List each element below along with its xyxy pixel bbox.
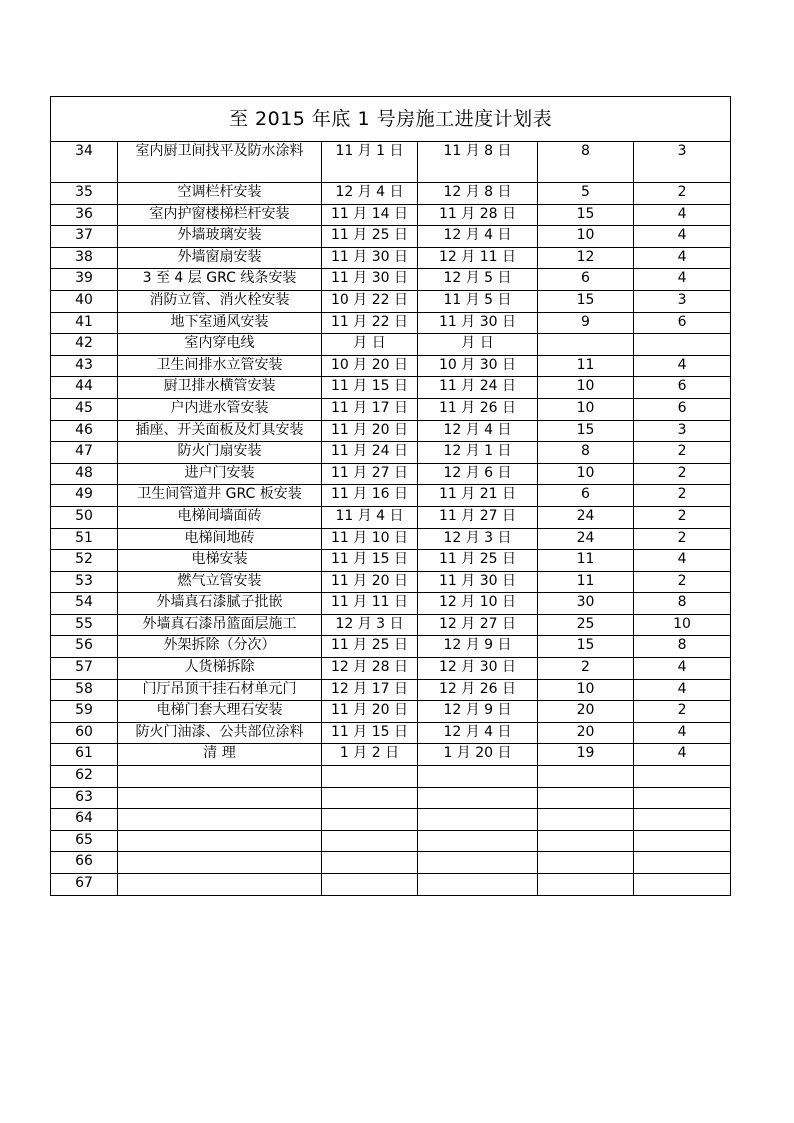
start-date-cell: 11 月 24 日 <box>322 442 418 464</box>
workers-cell: 10 <box>634 614 731 636</box>
start-date-cell: 10 月 22 日 <box>322 290 418 312</box>
row-number-cell: 60 <box>51 722 118 744</box>
duration-days-cell: 19 <box>538 744 634 766</box>
duration-days-cell: 8 <box>538 442 634 464</box>
task-name-cell: 室内厨卫间找平及防水涂料 <box>118 142 322 183</box>
table-row <box>51 852 731 874</box>
workers-cell <box>634 809 731 831</box>
task-name-cell: 电梯间地砖 <box>118 528 322 550</box>
start-date-cell: 11 月 16 日 <box>322 485 418 507</box>
duration-days-cell: 24 <box>538 528 634 550</box>
duration-days-cell <box>538 874 634 896</box>
workers-cell: 6 <box>634 312 731 334</box>
task-name-cell <box>118 787 322 809</box>
workers-cell: 3 <box>634 142 731 183</box>
task-name-cell: 空调栏杆安装 <box>118 183 322 205</box>
end-date-cell: 12 月 6 日 <box>418 463 538 485</box>
task-name-cell: 卫生间管道井 GRC 板安装 <box>118 485 322 507</box>
end-date-cell: 12 月 4 日 <box>418 226 538 248</box>
duration-days-cell: 15 <box>538 420 634 442</box>
task-name-cell: 地下室通风安装 <box>118 312 322 334</box>
duration-days-cell <box>538 809 634 831</box>
task-name-cell: 电梯安装 <box>118 550 322 572</box>
workers-cell: 2 <box>634 463 731 485</box>
title-row <box>51 97 731 142</box>
end-date-cell: 12 月 30 日 <box>418 658 538 680</box>
start-date-cell: 12 月 4 日 <box>322 183 418 205</box>
task-name-cell <box>118 830 322 852</box>
workers-cell: 4 <box>634 722 731 744</box>
duration-days-cell: 15 <box>538 636 634 658</box>
row-number-cell: 64 <box>51 809 118 831</box>
end-date-cell <box>418 852 538 874</box>
end-date-cell: 12 月 8 日 <box>418 183 538 205</box>
start-date-cell: 12 月 17 日 <box>322 679 418 701</box>
workers-cell: 4 <box>634 658 731 680</box>
end-date-cell: 12 月 11 日 <box>418 247 538 269</box>
end-date-cell: 月 日 <box>418 334 538 356</box>
start-date-cell: 11 月 1 日 <box>322 142 418 183</box>
end-date-cell: 12 月 1 日 <box>418 442 538 464</box>
workers-cell: 3 <box>634 290 731 312</box>
workers-cell <box>634 787 731 809</box>
workers-cell <box>634 766 731 788</box>
table-row <box>51 355 731 377</box>
row-number-cell: 37 <box>51 226 118 248</box>
task-name-cell: 清 理 <box>118 744 322 766</box>
duration-days-cell: 12 <box>538 247 634 269</box>
task-name-cell <box>118 809 322 831</box>
table-row <box>51 506 731 528</box>
workers-cell: 2 <box>634 571 731 593</box>
start-date-cell <box>322 766 418 788</box>
row-number-cell: 59 <box>51 701 118 723</box>
row-number-cell: 47 <box>51 442 118 464</box>
task-name-cell: 室内护窗楼梯栏杆安装 <box>118 204 322 226</box>
task-name-cell: 进户门安装 <box>118 463 322 485</box>
duration-days-cell: 15 <box>538 204 634 226</box>
end-date-cell: 11 月 21 日 <box>418 485 538 507</box>
table-row <box>51 744 731 766</box>
end-date-cell: 11 月 30 日 <box>418 571 538 593</box>
task-name-cell: 室内穿电线 <box>118 334 322 356</box>
start-date-cell: 11 月 15 日 <box>322 722 418 744</box>
workers-cell: 2 <box>634 506 731 528</box>
table-title: 至 2015 年底 1 号房施工进度计划表 <box>51 97 731 142</box>
duration-days-cell: 5 <box>538 183 634 205</box>
table-row <box>51 334 731 356</box>
duration-days-cell: 9 <box>538 312 634 334</box>
row-number-cell: 67 <box>51 874 118 896</box>
end-date-cell: 11 月 26 日 <box>418 398 538 420</box>
task-name-cell: 电梯门套大理石安装 <box>118 701 322 723</box>
table-row <box>51 183 731 205</box>
start-date-cell <box>322 809 418 831</box>
schedule-table <box>50 96 731 896</box>
row-number-cell: 66 <box>51 852 118 874</box>
start-date-cell: 11 月 25 日 <box>322 636 418 658</box>
start-date-cell: 11 月 11 日 <box>322 593 418 615</box>
row-number-cell: 42 <box>51 334 118 356</box>
workers-cell: 2 <box>634 701 731 723</box>
start-date-cell: 月 日 <box>322 334 418 356</box>
end-date-cell: 12 月 5 日 <box>418 269 538 291</box>
table-row <box>51 830 731 852</box>
duration-days-cell: 25 <box>538 614 634 636</box>
table-row <box>51 398 731 420</box>
duration-days-cell: 11 <box>538 355 634 377</box>
duration-days-cell <box>538 787 634 809</box>
end-date-cell: 11 月 24 日 <box>418 377 538 399</box>
table-row <box>51 290 731 312</box>
row-number-cell: 44 <box>51 377 118 399</box>
workers-cell: 4 <box>634 679 731 701</box>
table-row <box>51 636 731 658</box>
start-date-cell <box>322 852 418 874</box>
workers-cell: 8 <box>634 636 731 658</box>
end-date-cell: 11 月 27 日 <box>418 506 538 528</box>
task-name-cell: 3 至 4 层 GRC 线条安装 <box>118 269 322 291</box>
table-row <box>51 377 731 399</box>
table-row <box>51 571 731 593</box>
row-number-cell: 39 <box>51 269 118 291</box>
end-date-cell: 11 月 25 日 <box>418 550 538 572</box>
task-name-cell: 外墙真石漆腻子批嵌 <box>118 593 322 615</box>
row-number-cell: 45 <box>51 398 118 420</box>
duration-days-cell <box>538 334 634 356</box>
task-name-cell <box>118 766 322 788</box>
row-number-cell: 46 <box>51 420 118 442</box>
duration-days-cell <box>538 830 634 852</box>
end-date-cell: 11 月 30 日 <box>418 312 538 334</box>
table-row <box>51 550 731 572</box>
start-date-cell: 11 月 4 日 <box>322 506 418 528</box>
end-date-cell <box>418 766 538 788</box>
task-name-cell: 电梯间墙面砖 <box>118 506 322 528</box>
row-number-cell: 49 <box>51 485 118 507</box>
row-number-cell: 35 <box>51 183 118 205</box>
workers-cell: 3 <box>634 420 731 442</box>
workers-cell <box>634 334 731 356</box>
workers-cell: 4 <box>634 744 731 766</box>
start-date-cell: 10 月 20 日 <box>322 355 418 377</box>
start-date-cell: 11 月 30 日 <box>322 269 418 291</box>
duration-days-cell: 6 <box>538 485 634 507</box>
start-date-cell: 11 月 20 日 <box>322 701 418 723</box>
table-row <box>51 679 731 701</box>
workers-cell: 4 <box>634 269 731 291</box>
row-number-cell: 48 <box>51 463 118 485</box>
workers-cell <box>634 830 731 852</box>
duration-days-cell: 10 <box>538 398 634 420</box>
row-number-cell: 55 <box>51 614 118 636</box>
start-date-cell: 11 月 15 日 <box>322 550 418 572</box>
end-date-cell: 12 月 10 日 <box>418 593 538 615</box>
end-date-cell: 10 月 30 日 <box>418 355 538 377</box>
task-name-cell: 户内进水管安装 <box>118 398 322 420</box>
table-row <box>51 658 731 680</box>
workers-cell: 4 <box>634 226 731 248</box>
task-name-cell: 燃气立管安装 <box>118 571 322 593</box>
task-name-cell: 厨卫排水横管安装 <box>118 377 322 399</box>
task-name-cell: 外墙玻璃安装 <box>118 226 322 248</box>
row-number-cell: 65 <box>51 830 118 852</box>
row-number-cell: 51 <box>51 528 118 550</box>
end-date-cell <box>418 787 538 809</box>
duration-days-cell <box>538 852 634 874</box>
end-date-cell: 12 月 3 日 <box>418 528 538 550</box>
start-date-cell: 11 月 15 日 <box>322 377 418 399</box>
start-date-cell: 11 月 17 日 <box>322 398 418 420</box>
row-number-cell: 52 <box>51 550 118 572</box>
table-row <box>51 787 731 809</box>
table-row <box>51 722 731 744</box>
table-row <box>51 463 731 485</box>
row-number-cell: 57 <box>51 658 118 680</box>
start-date-cell <box>322 787 418 809</box>
table-row <box>51 312 731 334</box>
end-date-cell <box>418 830 538 852</box>
end-date-cell <box>418 874 538 896</box>
workers-cell: 6 <box>634 398 731 420</box>
table-row <box>51 485 731 507</box>
duration-days-cell: 30 <box>538 593 634 615</box>
end-date-cell: 12 月 4 日 <box>418 722 538 744</box>
start-date-cell: 12 月 28 日 <box>322 658 418 680</box>
start-date-cell: 11 月 30 日 <box>322 247 418 269</box>
duration-days-cell: 8 <box>538 142 634 183</box>
end-date-cell: 12 月 26 日 <box>418 679 538 701</box>
start-date-cell: 11 月 25 日 <box>322 226 418 248</box>
workers-cell: 2 <box>634 528 731 550</box>
end-date-cell <box>418 809 538 831</box>
table-row <box>51 766 731 788</box>
end-date-cell: 1 月 20 日 <box>418 744 538 766</box>
table-row <box>51 420 731 442</box>
task-name-cell: 防火门扇安装 <box>118 442 322 464</box>
table-row <box>51 204 731 226</box>
table-row <box>51 226 731 248</box>
task-name-cell: 消防立管、消火栓安装 <box>118 290 322 312</box>
start-date-cell: 11 月 20 日 <box>322 420 418 442</box>
start-date-cell: 11 月 14 日 <box>322 204 418 226</box>
row-number-cell: 62 <box>51 766 118 788</box>
start-date-cell: 1 月 2 日 <box>322 744 418 766</box>
workers-cell: 4 <box>634 355 731 377</box>
task-name-cell: 外墙真石漆吊篮面层施工 <box>118 614 322 636</box>
start-date-cell: 11 月 27 日 <box>322 463 418 485</box>
end-date-cell: 11 月 8 日 <box>418 142 538 183</box>
table-row <box>51 442 731 464</box>
table-row <box>51 809 731 831</box>
task-name-cell: 卫生间排水立管安装 <box>118 355 322 377</box>
table-row <box>51 593 731 615</box>
task-name-cell: 人货梯拆除 <box>118 658 322 680</box>
workers-cell: 6 <box>634 377 731 399</box>
start-date-cell: 11 月 10 日 <box>322 528 418 550</box>
workers-cell: 8 <box>634 593 731 615</box>
table-row <box>51 142 731 183</box>
task-name-cell: 门厅吊顶干挂石材单元门 <box>118 679 322 701</box>
end-date-cell: 12 月 9 日 <box>418 636 538 658</box>
table-row <box>51 701 731 723</box>
row-number-cell: 34 <box>51 142 118 183</box>
row-number-cell: 43 <box>51 355 118 377</box>
task-name-cell <box>118 874 322 896</box>
row-number-cell: 56 <box>51 636 118 658</box>
task-name-cell: 外墙窗扇安装 <box>118 247 322 269</box>
workers-cell: 4 <box>634 204 731 226</box>
task-name-cell <box>118 852 322 874</box>
duration-days-cell: 10 <box>538 377 634 399</box>
row-number-cell: 54 <box>51 593 118 615</box>
workers-cell <box>634 852 731 874</box>
end-date-cell: 12 月 4 日 <box>418 420 538 442</box>
table-row <box>51 614 731 636</box>
start-date-cell <box>322 874 418 896</box>
row-number-cell: 58 <box>51 679 118 701</box>
row-number-cell: 63 <box>51 787 118 809</box>
schedule-sheet <box>50 96 730 896</box>
duration-days-cell: 20 <box>538 701 634 723</box>
start-date-cell: 11 月 22 日 <box>322 312 418 334</box>
duration-days-cell: 10 <box>538 463 634 485</box>
table-row <box>51 269 731 291</box>
end-date-cell: 11 月 28 日 <box>418 204 538 226</box>
workers-cell: 2 <box>634 485 731 507</box>
start-date-cell: 12 月 3 日 <box>322 614 418 636</box>
row-number-cell: 40 <box>51 290 118 312</box>
duration-days-cell: 11 <box>538 571 634 593</box>
workers-cell: 2 <box>634 183 731 205</box>
duration-days-cell: 11 <box>538 550 634 572</box>
workers-cell: 4 <box>634 550 731 572</box>
table-row <box>51 528 731 550</box>
duration-days-cell: 2 <box>538 658 634 680</box>
task-name-cell: 插座、开关面板及灯具安装 <box>118 420 322 442</box>
row-number-cell: 41 <box>51 312 118 334</box>
end-date-cell: 12 月 9 日 <box>418 701 538 723</box>
row-number-cell: 61 <box>51 744 118 766</box>
duration-days-cell: 15 <box>538 290 634 312</box>
table-row <box>51 247 731 269</box>
duration-days-cell <box>538 766 634 788</box>
start-date-cell: 11 月 20 日 <box>322 571 418 593</box>
row-number-cell: 53 <box>51 571 118 593</box>
start-date-cell <box>322 830 418 852</box>
duration-days-cell: 20 <box>538 722 634 744</box>
duration-days-cell: 6 <box>538 269 634 291</box>
duration-days-cell: 24 <box>538 506 634 528</box>
task-name-cell: 外架拆除（分次） <box>118 636 322 658</box>
end-date-cell: 11 月 5 日 <box>418 290 538 312</box>
duration-days-cell: 10 <box>538 679 634 701</box>
workers-cell: 4 <box>634 247 731 269</box>
task-name-cell: 防火门油漆、公共部位涂料 <box>118 722 322 744</box>
row-number-cell: 36 <box>51 204 118 226</box>
row-number-cell: 38 <box>51 247 118 269</box>
workers-cell <box>634 874 731 896</box>
end-date-cell: 12 月 27 日 <box>418 614 538 636</box>
table-row <box>51 874 731 896</box>
row-number-cell: 50 <box>51 506 118 528</box>
workers-cell: 2 <box>634 442 731 464</box>
duration-days-cell: 10 <box>538 226 634 248</box>
